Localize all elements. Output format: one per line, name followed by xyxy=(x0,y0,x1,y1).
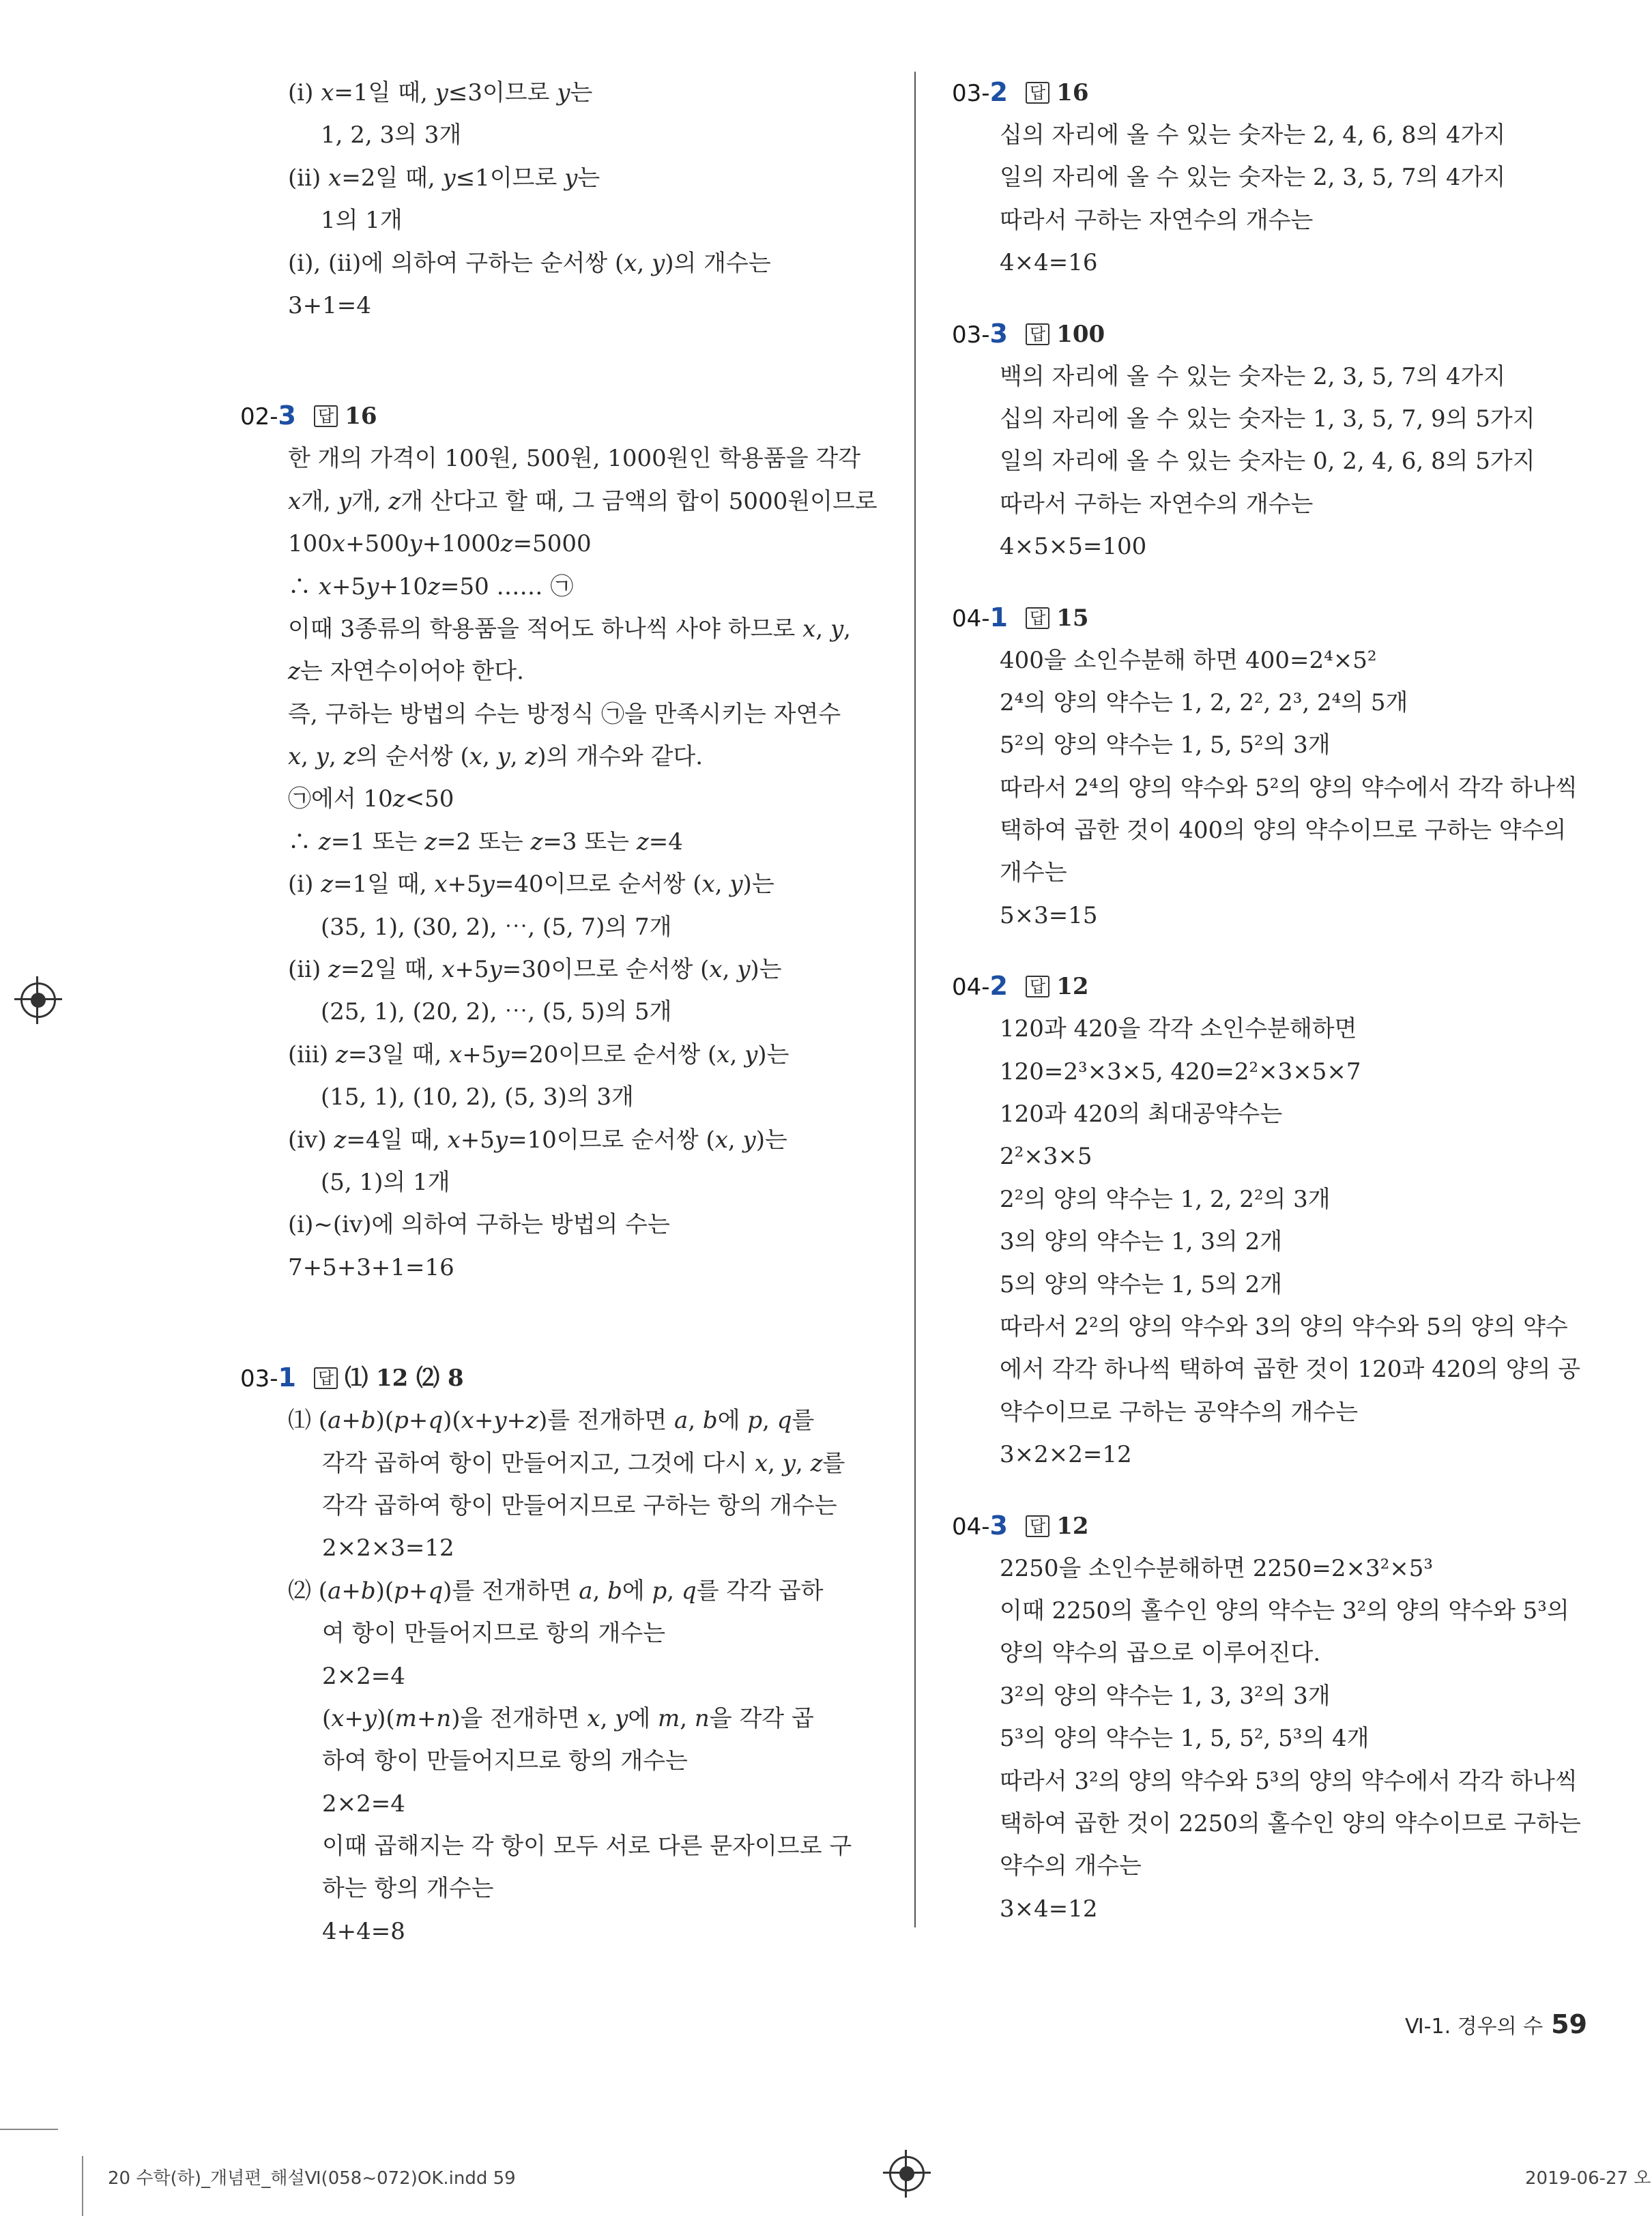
problem-header xyxy=(952,313,1597,355)
answer-badge: 답 xyxy=(1026,323,1049,345)
running-footer xyxy=(1405,2009,1587,2039)
solution-line: (25, 1), (20, 2), ⋯, (5, 5)의 5개 xyxy=(321,998,672,1026)
solution-line: 하는 항의 개수는 xyxy=(322,1875,494,1903)
solution-line: 이때 곱해지는 각 항이 모두 서로 다른 문자이므로 구 xyxy=(322,1833,852,1861)
solution-line: 백의 자리에 올 수 있는 숫자는 2, 3, 5, 7의 4가지 xyxy=(1000,362,1506,390)
solution-line: 따라서 구하는 자연수의 개수는 xyxy=(1000,206,1314,234)
solution-line: 5²의 양의 약수는 1, 5, 5²의 3개 xyxy=(1000,731,1331,759)
solution-line: 십의 자리에 올 수 있는 숫자는 1, 3, 5, 7, 9의 5가지 xyxy=(1000,405,1535,433)
solution-line: 따라서 2⁴의 양의 약수와 5²의 양의 약수에서 각각 하나씩 xyxy=(1000,774,1578,802)
section-gap xyxy=(952,937,1597,965)
column-divider xyxy=(914,72,916,1927)
solution-line: (ⅰ), (ⅱ)에 의하여 구하는 순서쌍 (𝑥, 𝑦)의 개수는 xyxy=(288,249,771,277)
right-column xyxy=(952,72,1597,1930)
answer-badge: 답 xyxy=(1026,607,1049,629)
solution-line: (ⅰ)~(ⅳ)에 의하여 구하는 방법의 수는 xyxy=(288,1211,670,1239)
answer-badge: 답 xyxy=(314,405,338,427)
solution-line: 𝑧는 자연수이어야 한다. xyxy=(288,658,524,686)
solution-line: 양의 약수의 곱으로 이루어진다. xyxy=(1000,1639,1321,1667)
solution-line: 각각 곱하여 항이 만들어지고, 그것에 다시 𝑥, 𝑦, 𝑧를 xyxy=(322,1449,845,1477)
answer-value: 16 xyxy=(345,403,377,431)
section-gap xyxy=(952,568,1597,597)
solution-line: 약수이므로 구하는 공약수의 개수는 xyxy=(1000,1398,1359,1426)
solution-line: (𝑥+𝑦)(𝑚+𝑛)을 전개하면 𝑥, 𝑦에 𝑚, 𝑛을 각각 곱 xyxy=(322,1704,814,1732)
solution-line: (ⅰ) 𝑥=1일 때, 𝑦≤3이므로 𝑦는 xyxy=(288,79,593,106)
section-gap xyxy=(240,1289,882,1357)
problem-number: 04-1 xyxy=(952,602,1008,632)
section-gap xyxy=(952,285,1597,313)
problem-number: 03-3 xyxy=(952,318,1008,349)
solution-line: 100𝑥+500𝑦+1000𝑧=5000 xyxy=(288,530,592,558)
solution-line: 이때 3종류의 학용품을 적어도 하나씩 사야 하므로 𝑥, 𝑦, xyxy=(288,615,851,643)
problem-header xyxy=(240,395,882,437)
section-gap xyxy=(952,1476,1597,1505)
solution-line: 4×5×5=100 xyxy=(1000,533,1147,561)
solution-line: 5의 양의 약수는 1, 5의 2개 xyxy=(1000,1270,1283,1298)
solution-line: 7+5+3+1=16 xyxy=(288,1253,454,1281)
solution-line: 3×2×2=12 xyxy=(1000,1441,1132,1469)
solution-line: 3×4=12 xyxy=(1000,1895,1098,1923)
solution-line: 이때 2250의 홀수인 양의 약수는 3²의 양의 약수와 5³의 xyxy=(1000,1597,1569,1624)
left-column xyxy=(240,72,882,1953)
solution-line: 2250을 소인수분해하면 2250=2×3²×5³ xyxy=(1000,1554,1434,1582)
answer-value: 12 xyxy=(1056,973,1089,1001)
solution-line: (ⅳ) 𝑧=4일 때, 𝑥+5𝑦=10이므로 순서쌍 (𝑥, 𝑦)는 xyxy=(288,1126,787,1154)
solution-line: 십의 자리에 올 수 있는 숫자는 2, 4, 6, 8의 4가지 xyxy=(1000,121,1506,149)
solution-line: ㉠에서 10𝑧<50 xyxy=(288,785,454,813)
problem-number: 03-1 xyxy=(240,1362,296,1393)
solution-line: 여 항이 만들어지므로 항의 개수는 xyxy=(322,1620,666,1648)
solution-line: 에서 각각 하나씩 택하여 곱한 것이 120과 420의 양의 공 xyxy=(1000,1356,1581,1384)
solution-line: 120과 420을 각각 소인수분해하면 xyxy=(1000,1015,1357,1043)
solution-line: 3+1=4 xyxy=(288,291,371,319)
solution-line: 120과 420의 최대공약수는 xyxy=(1000,1100,1283,1128)
solution-line: 5³의 양의 약수는 1, 5, 5², 5³의 4개 xyxy=(1000,1725,1370,1753)
crop-mark xyxy=(82,2156,83,2216)
solution-line: 𝑥개, 𝑦개, 𝑧개 산다고 할 때, 그 금액의 합이 5000원이므로 xyxy=(288,487,878,515)
answer-badge: 답 xyxy=(1026,1515,1049,1537)
answer-value: ⑴ 12 ⑵ 8 xyxy=(345,1365,464,1393)
answer-value: 12 xyxy=(1056,1512,1089,1540)
solution-line: 2×2=4 xyxy=(322,1790,405,1818)
solution-line: 2²×3×5 xyxy=(1000,1143,1092,1171)
solution-line: 120=2³×3×5, 420=2²×3×5×7 xyxy=(1000,1058,1361,1085)
solution-line: 하여 항이 만들어지므로 항의 개수는 xyxy=(322,1747,688,1775)
solution-line: 2²의 양의 약수는 1, 2, 2²의 3개 xyxy=(1000,1185,1331,1213)
solution-line: (ⅲ) 𝑧=3일 때, 𝑥+5𝑦=20이므로 순서쌍 (𝑥, 𝑦)는 xyxy=(288,1040,789,1068)
problem-number: 02-3 xyxy=(240,400,296,431)
problem-header xyxy=(952,965,1597,1008)
answer-badge: 답 xyxy=(1026,82,1049,104)
problem-header xyxy=(952,1505,1597,1547)
problem-header xyxy=(952,72,1597,114)
solution-line: ⑴ (𝑎+𝑏)(𝑝+𝑞)(𝑥+𝑦+𝑧)를 전개하면 𝑎, 𝑏에 𝑝, 𝑞를 xyxy=(288,1407,815,1435)
solution-line: 2×2=4 xyxy=(322,1662,405,1690)
solution-line: 각각 곱하여 항이 만들어지므로 구하는 항의 개수는 xyxy=(322,1491,837,1519)
solution-line: 1, 2, 3의 3개 xyxy=(321,121,462,149)
solution-line: 4×4=16 xyxy=(1000,249,1098,277)
registration-mark-icon xyxy=(889,2156,925,2191)
solution-line: 약수의 개수는 xyxy=(1000,1852,1142,1880)
solution-line: 3의 양의 약수는 1, 3의 2개 xyxy=(1000,1228,1283,1256)
solution-line: (35, 1), (30, 2), ⋯, (5, 7)의 7개 xyxy=(321,913,672,941)
page-number: 59 xyxy=(1551,2009,1587,2039)
solution-line: (5, 1)의 1개 xyxy=(321,1168,450,1196)
solution-line: (ⅱ) 𝑥=2일 때, 𝑦≤1이므로 𝑦는 xyxy=(288,164,600,192)
section-gap xyxy=(240,327,882,395)
solution-line: 3²의 양의 약수는 1, 3, 3²의 3개 xyxy=(1000,1682,1331,1710)
solution-line: 2×2×3=12 xyxy=(322,1534,454,1562)
problem-number: 04-3 xyxy=(952,1510,1008,1541)
solution-line: 𝑥, 𝑦, 𝑧의 순서쌍 (𝑥, 𝑦, 𝑧)의 개수와 같다. xyxy=(288,743,704,771)
solution-line: (15, 1), (10, 2), (5, 3)의 3개 xyxy=(321,1083,634,1111)
answer-badge: 답 xyxy=(1026,976,1049,997)
solution-line: 따라서 3²의 양의 약수와 5³의 양의 약수에서 각각 하나씩 xyxy=(1000,1767,1578,1795)
problem-header xyxy=(240,1357,882,1399)
answer-value: 16 xyxy=(1056,79,1089,106)
print-date: 2019-06-27 오 xyxy=(1525,2168,1651,2189)
solution-line: (ⅱ) 𝑧=2일 때, 𝑥+5𝑦=30이므로 순서쌍 (𝑥, 𝑦)는 xyxy=(288,956,782,984)
solution-line: 1의 1개 xyxy=(321,207,403,235)
registration-mark-icon xyxy=(20,982,56,1018)
answer-value: 15 xyxy=(1056,604,1089,632)
answer-value: 100 xyxy=(1056,320,1105,348)
section-label: Ⅵ-1. 경우의 수 xyxy=(1404,2015,1544,2039)
solution-line: 4+4=8 xyxy=(322,1917,405,1945)
solution-line: (ⅰ) 𝑧=1일 때, 𝑥+5𝑦=40이므로 순서쌍 (𝑥, 𝑦)는 xyxy=(288,871,774,899)
solution-line: 일의 자리에 올 수 있는 숫자는 2, 3, 5, 7의 4가지 xyxy=(1000,164,1506,192)
solution-line: 따라서 구하는 자연수의 개수는 xyxy=(1000,490,1314,518)
solution-line: 5×3=15 xyxy=(1000,901,1098,929)
print-file-name: 20 수학(하)_개념편_해설Ⅵ(058~072)OK.indd 59 xyxy=(108,2168,516,2189)
solution-line: ∴ 𝑥+5𝑦+10𝑧=50 …… ㉠ xyxy=(288,572,574,600)
solution-line: 2⁴의 양의 약수는 1, 2, 2², 2³, 2⁴의 5개 xyxy=(1000,688,1408,716)
crop-mark xyxy=(0,2129,58,2130)
solution-line: 택하여 곱한 것이 2250의 홀수인 양의 약수이므로 구하는 xyxy=(1000,1809,1581,1837)
solution-line: ∴ 𝑧=1 또는 𝑧=2 또는 𝑧=3 또는 𝑧=4 xyxy=(288,828,683,856)
solution-line: ⑵ (𝑎+𝑏)(𝑝+𝑞)를 전개하면 𝑎, 𝑏에 𝑝, 𝑞를 각각 곱하 xyxy=(288,1577,824,1605)
solution-line: 즉, 구하는 방법의 수는 방정식 ㉠을 만족시키는 자연수 xyxy=(288,700,841,728)
solution-line: 따라서 2²의 양의 약수와 3의 양의 약수와 5의 양의 약수 xyxy=(1000,1313,1568,1341)
solution-line: 택하여 곱한 것이 400의 양의 약수이므로 구하는 약수의 xyxy=(1000,817,1567,845)
solution-line: 일의 자리에 올 수 있는 숫자는 0, 2, 4, 6, 8의 5가지 xyxy=(1000,448,1535,476)
problem-number: 04-2 xyxy=(952,971,1008,1002)
answer-badge: 답 xyxy=(314,1367,338,1389)
solution-line: 400을 소인수분해 하면 400=2⁴×5² xyxy=(1000,646,1377,674)
solution-line: 개수는 xyxy=(1000,859,1067,887)
problem-number: 03-2 xyxy=(952,77,1008,107)
solution-line: 한 개의 가격이 100원, 500원, 1000원인 학용품을 각각 xyxy=(288,445,861,473)
problem-header xyxy=(952,597,1597,639)
